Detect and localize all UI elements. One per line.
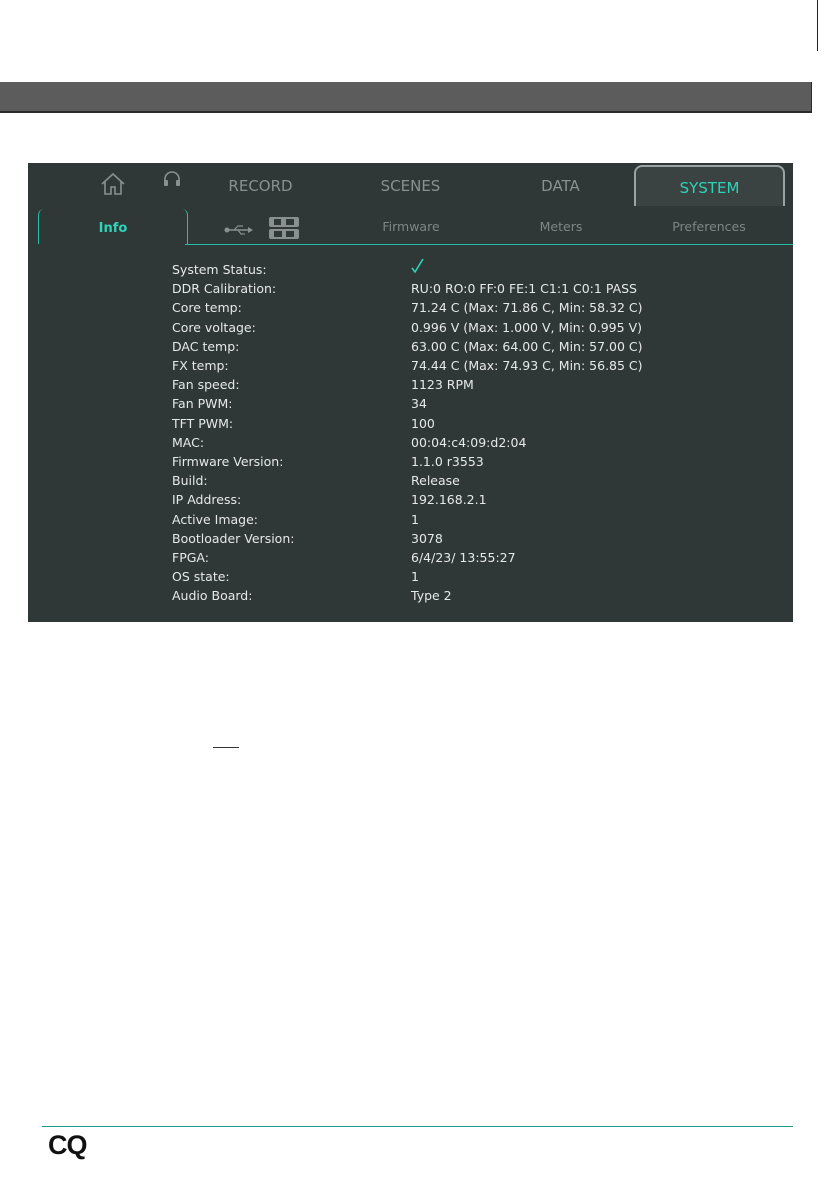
info-value: Release <box>411 473 460 489</box>
info-value: 6/4/23/ 13:55:27 <box>411 550 516 565</box>
tab-record[interactable]: RECORD <box>228 177 293 195</box>
info-value: RU:0 RO:0 FF:0 FE:1 C1:1 C0:1 PASS <box>411 281 637 297</box>
info-label: Build: <box>172 473 208 489</box>
info-label: Audio Board: <box>172 588 253 604</box>
tab-scenes[interactable]: SCENES <box>380 177 441 195</box>
info-label: TFT PWM: <box>172 415 234 431</box>
info-value: 71.24 C (Max: 71.86 C, Min: 58.32 C) <box>411 300 643 316</box>
info-value: 63.00 C (Max: 64.00 C, Min: 57.00 C) <box>411 338 643 354</box>
info-label: Bootloader Version: <box>172 530 295 546</box>
info-value: 0.996 V (Max: 1.000 V, Min: 0.995 V) <box>411 319 642 335</box>
system-info-screen <box>28 163 793 622</box>
subtab-meters[interactable]: Meters <box>539 219 583 234</box>
subtab-preferences[interactable]: Preferences <box>672 219 746 234</box>
footer-rule <box>42 1126 793 1127</box>
info-value: 00:04:c4:09:d2:04 <box>411 434 527 450</box>
info-value: 1.1.0 r3553 <box>411 454 484 469</box>
stray-mark <box>213 747 239 748</box>
info-label: Core voltage: <box>172 319 256 335</box>
info-value: 74.44 C (Max: 74.93 C, Min: 56.85 C) <box>411 358 643 373</box>
info-label: Firmware Version: <box>172 454 284 469</box>
info-value: 100 <box>411 415 435 431</box>
subtab-firmware[interactable]: Firmware <box>382 219 440 234</box>
usb-icon[interactable] <box>224 221 254 240</box>
info-value: 1 <box>411 569 419 585</box>
info-value: Type 2 <box>411 588 452 604</box>
tab-system[interactable]: SYSTEM <box>634 165 785 206</box>
info-label: FX temp: <box>172 358 229 373</box>
info-value: 192.168.2.1 <box>411 492 487 508</box>
info-label: Fan PWM: <box>172 396 233 412</box>
info-label: IP Address: <box>172 492 242 508</box>
info-label: DDR Calibration: <box>172 281 277 297</box>
info-value: 34 <box>411 396 427 412</box>
subtab-info[interactable]: Info <box>38 209 188 244</box>
check-icon <box>410 258 426 278</box>
info-label: System Status: <box>172 262 267 277</box>
cq-logo: CQ <box>48 1130 87 1160</box>
section-header-bar <box>0 82 812 113</box>
info-label: MAC: <box>172 434 205 450</box>
info-label: OS state: <box>172 569 230 585</box>
sdhc-icon[interactable] <box>268 216 300 244</box>
headphones-icon[interactable] <box>163 171 181 191</box>
info-label: Active Image: <box>172 511 258 527</box>
main-tab-bar <box>28 163 793 205</box>
info-label: DAC temp: <box>172 338 240 354</box>
page-top-rule <box>0 0 818 51</box>
info-label: FPGA: <box>172 550 209 565</box>
info-value: 1123 RPM <box>411 377 474 393</box>
home-icon[interactable] <box>100 172 126 200</box>
info-value: 1 <box>411 511 419 527</box>
info-label: Fan speed: <box>172 377 240 393</box>
info-label: Core temp: <box>172 300 242 316</box>
info-value: 3078 <box>411 530 443 546</box>
tab-data[interactable]: DATA <box>541 177 580 195</box>
